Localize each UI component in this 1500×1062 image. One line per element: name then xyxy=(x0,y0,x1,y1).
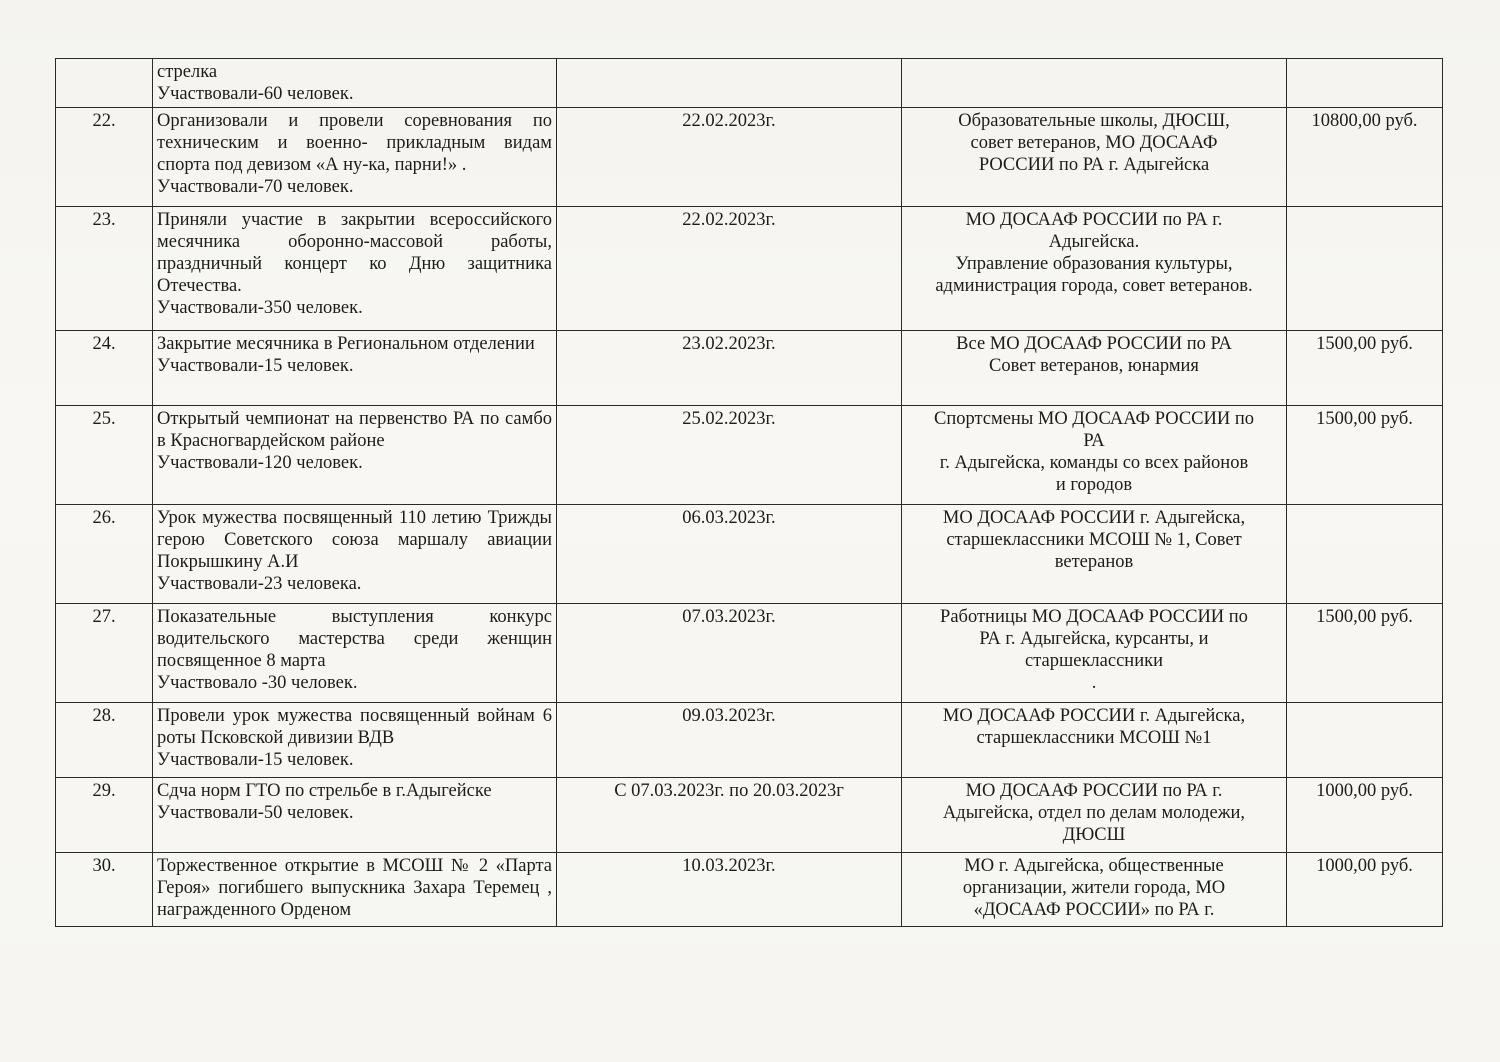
event-description: Провели урок мужества посвященный войнам 6 роты Псковской дивизии ВДВ Участвовали-15 человек. xyxy=(157,706,552,770)
event-description: Организовали и провели соревнования по техническим и военно- прикладным видам спорта под девизом «А ну-ка, парни!» . Участвовали-70 человек. xyxy=(157,111,552,197)
event-description: Урок мужества посвященный 110 летию Трижды герою Советского союза маршалу авиации Покрышкину А.И Участвовали-23 человека. xyxy=(157,508,552,594)
table-row xyxy=(56,331,1443,406)
participants-organizations: Спортсмены МО ДОСААФ РОССИИ по РА г. Адыгейска, команды со всех районов и городов xyxy=(933,409,1255,495)
event-cost: 1000,00 руб. xyxy=(1287,853,1443,927)
participants-organizations: МО ДОСААФ РОССИИ г. Адыгейска, старшеклассники МСОШ №1 xyxy=(942,706,1246,748)
row-number: 23. xyxy=(56,207,153,331)
event-description: стрелка Участвовали-60 человек. xyxy=(157,62,354,104)
event-cost xyxy=(1287,505,1443,604)
row-number: 26. xyxy=(56,505,153,604)
event-date: 10.03.2023г. xyxy=(557,853,902,927)
event-date: 07.03.2023г. xyxy=(557,604,902,703)
table-row xyxy=(56,703,1443,778)
row-number: 22. xyxy=(56,108,153,207)
event-date: 25.02.2023г. xyxy=(557,406,902,505)
row-number: 27. xyxy=(56,604,153,703)
event-cost: 1000,00 руб. xyxy=(1287,778,1443,853)
event-cost: 1500,00 руб. xyxy=(1287,331,1443,406)
event-date: 22.02.2023г. xyxy=(557,108,902,207)
row-number: 25. xyxy=(56,406,153,505)
participants-organizations: Образовательные школы, ДЮСШ, совет ветеранов, МО ДОСААФ РОССИИ по РА г. Адыгейска xyxy=(958,111,1230,175)
events-table xyxy=(55,58,1443,927)
event-description: Приняли участие в закрытии всероссийского месячника оборонно-массовой работы, праздничный концерт ко Дню защитника Отечества. Участвовали-350 человек. xyxy=(157,210,552,318)
event-date: 22.02.2023г. xyxy=(557,207,902,331)
participants-organizations: МО ДОСААФ РОССИИ по РА г. Адыгейска, отдел по делам молодежи, ДЮСШ xyxy=(942,781,1246,845)
participants-organizations: МО ДОСААФ РОССИИ г. Адыгейска, старшеклассники МСОШ № 1, Совет ветеранов xyxy=(942,508,1246,572)
event-description: Открытый чемпионат на первенство РА по самбо в Красногвардейском районе Участвовали-120 человек. xyxy=(157,409,552,473)
event-description: Закрытие месячника в Региональном отделении Участвовали-15 человек. xyxy=(157,334,535,376)
table-row xyxy=(56,778,1443,853)
event-description: Сдча норм ГТО по стрельбе в г.Адыгейске Участвовали-50 человек. xyxy=(157,781,492,823)
table-row xyxy=(56,853,1443,927)
event-description: Показательные выступления конкурс водительского мастерства среди женщин посвященное 8 марта Участвовало -30 человек. xyxy=(157,607,552,693)
row-number: 28. xyxy=(56,703,153,778)
table-row xyxy=(56,207,1443,331)
table-row xyxy=(56,604,1443,703)
event-cost: 1500,00 руб. xyxy=(1287,604,1443,703)
row-number: 30. xyxy=(56,853,153,927)
event-date: 09.03.2023г. xyxy=(557,703,902,778)
event-date: 23.02.2023г. xyxy=(557,331,902,406)
participants-organizations: МО г. Адыгейска, общественные организации, жители города, МО «ДОСААФ РОССИИ» по РА г. xyxy=(962,856,1226,920)
event-cost xyxy=(1287,207,1443,331)
event-cost xyxy=(1287,59,1443,108)
participants-organizations: МО ДОСААФ РОССИИ по РА г. Адыгейска. Управление образования культуры, администрация города, совет ветеранов. xyxy=(935,210,1253,296)
table-row xyxy=(56,406,1443,505)
row-number: 29. xyxy=(56,778,153,853)
event-date: 06.03.2023г. xyxy=(557,505,902,604)
table-row xyxy=(56,108,1443,207)
participants-organizations: Работницы МО ДОСААФ РОССИИ по РА г. Адыгейска, курсанты, и старшеклассники . xyxy=(940,607,1248,693)
event-cost xyxy=(1287,703,1443,778)
event-date xyxy=(557,59,902,108)
event-cost: 10800,00 руб. xyxy=(1287,108,1443,207)
participants-organizations: Все МО ДОСААФ РОССИИ по РА Совет ветеранов, юнармия xyxy=(956,334,1232,376)
row-number xyxy=(56,59,153,108)
event-date: С 07.03.2023г. по 20.03.2023г xyxy=(557,778,902,853)
table-row xyxy=(56,59,1443,108)
row-number: 24. xyxy=(56,331,153,406)
table-row xyxy=(56,505,1443,604)
event-cost: 1500,00 руб. xyxy=(1287,406,1443,505)
event-description: Торжественное открытие в МСОШ № 2 «Парта Героя» погибшего выпускника Захара Теремец , награжденного Орденом xyxy=(157,856,552,920)
